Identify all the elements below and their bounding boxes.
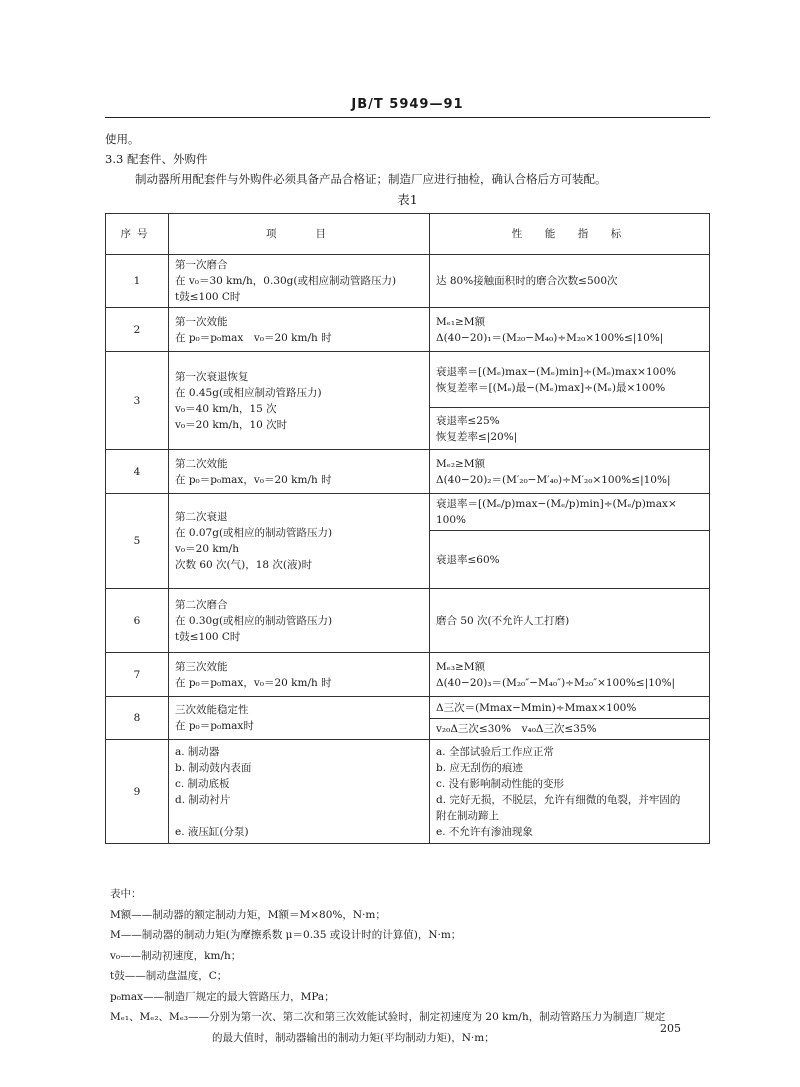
item-line: v₀＝20 km/h <box>175 543 239 555</box>
section-heading: 3.3 配套件、外购件 <box>105 152 208 166</box>
paragraph: 制动器所用配套件与外购件必须具备产品合格证；制造厂应进行抽检，确认合格后方可装配。 <box>135 172 607 186</box>
note-continuation: 的最大值时，制动器输出的制动力矩(平均制动力矩)，N·m； <box>212 1031 495 1044</box>
spec-line: c. 没有影响制动性能的变形 <box>436 777 565 790</box>
table-row <box>106 308 710 352</box>
item-line: 在 v₀＝30 km/h，0.30g(或相应制动管路压力) <box>175 275 397 287</box>
item-cell <box>169 352 430 450</box>
item-line: 第三次效能 <box>175 660 228 673</box>
table-row <box>106 589 710 653</box>
item-line: 三次效能稳定性 <box>175 704 249 716</box>
spec-cell <box>430 408 710 450</box>
item-line: e. 液压缸(分泵) <box>175 825 249 838</box>
spec-cell <box>430 308 710 352</box>
item-cell <box>169 653 430 697</box>
item-cell <box>169 494 430 589</box>
note-line: M额——制动器的额定制动力矩，M额＝M×80%，N·m； <box>110 908 386 921</box>
item-line: 在 0.07g(或相应的制动管路压力) <box>175 527 333 539</box>
spec-line: Mₑ₃≥M额 <box>436 660 486 673</box>
item-line: 在 0.30g(或相应的制动管路压力) <box>175 614 333 627</box>
item-line: 第二次效能 <box>175 457 228 470</box>
spec-line: 衰退率≤25% <box>436 414 500 427</box>
item-line: b. 制动鼓内表面 <box>175 761 252 774</box>
item-line: 第二次磨合 <box>175 598 228 611</box>
item-line: 在 p₀＝p₀max v₀＝20 km/h 时 <box>175 331 332 344</box>
item-line: 在 p₀＝p₀max时 <box>175 720 254 732</box>
table-row <box>106 450 710 494</box>
item-line: t鼓≤100 C时 <box>175 630 241 643</box>
spec-line: Δ(40−20)₃＝(M₂₀″−M₄₀″)÷M₂₀″×100%≤|10%| <box>436 676 676 689</box>
spec-line: 衰退率＝[(Mₑ)max−(Mₑ)min]÷(Mₑ)max×100% <box>436 365 676 378</box>
spec-line: d. 完好无损，不脱层，允许有细微的龟裂，并牢固的 <box>436 793 681 806</box>
note-line: t鼓——制动盘温度，C； <box>110 970 228 982</box>
table-row <box>106 494 710 531</box>
spec-cell <box>430 450 710 494</box>
item-line: v₀＝20 km/h，10 次时 <box>175 418 288 431</box>
row-number: 2 <box>106 308 169 352</box>
table-row <box>106 740 710 844</box>
spec-cell <box>430 352 710 408</box>
spec-line: v₂₀Δ三次≤30% v₄₀Δ三次≤35% <box>436 723 597 735</box>
spec-cell <box>430 255 710 308</box>
row-number: 5 <box>106 494 169 589</box>
header-spec: 性 能 指 标 <box>430 214 710 255</box>
table-caption: 表1 <box>397 192 418 207</box>
item-line: 第一次衰退恢复 <box>175 370 249 383</box>
item-line: t鼓≤100 C时 <box>175 291 241 303</box>
note-line: p₀max——制造厂规定的最大管路压力，MPa； <box>110 990 335 1003</box>
table-row <box>106 352 710 408</box>
row-number: 3 <box>106 352 169 450</box>
spec-line: b. 应无刮伤的痕迹 <box>436 761 523 774</box>
spec-line: 恢复差率＝[(Mₑ)最−(Mₑ)max]÷(Mₑ)最×100% <box>436 381 666 394</box>
item-cell <box>169 589 430 653</box>
spec-line: Δ三次＝(Mmax−Mmin)÷Mmax×100% <box>436 701 637 714</box>
item-line: 在 p₀＝p₀max，v₀＝20 km/h 时 <box>175 473 332 486</box>
spec-line: Δ(40−20)₁＝(M₂₀−M₄₀)÷M₂₀×100%≤|10%| <box>436 331 664 344</box>
item-cell <box>169 308 430 352</box>
spec-cell <box>430 653 710 697</box>
spec-table <box>105 213 710 844</box>
item-line: a. 制动器 <box>175 745 220 758</box>
spec-cell <box>430 589 710 653</box>
item-cell <box>169 697 430 740</box>
table-notes <box>110 884 665 1048</box>
item-line <box>175 808 423 824</box>
spec-line: 衰退率≤60% <box>436 553 500 566</box>
item-line: 次数 60 次(气)，18 次(液)时 <box>175 559 313 571</box>
spec-line: e. 不允许有渗油现象 <box>436 825 533 838</box>
row-number: 9 <box>106 740 169 844</box>
page-number: 205 <box>660 1022 681 1035</box>
notes-title: 表中： <box>110 888 142 900</box>
continued-text: 使用。 <box>105 132 140 146</box>
spec-line: 附在制动蹄上 <box>436 809 499 822</box>
item-cell <box>169 740 430 844</box>
spec-cell <box>430 697 710 719</box>
item-line: 第一次磨合 <box>175 259 228 271</box>
note-line: Mₑ₁、Mₑ₂、Mₑ₃——分别为第一次、第二次和第三次效能试验时，制定初速度为 20 km/h，制动管路压力为制造厂规定 <box>110 1011 666 1023</box>
item-cell <box>169 450 430 494</box>
item-line: 在 0.45g(或相应制动管路压力) <box>175 386 322 399</box>
header-rule <box>105 117 710 118</box>
item-line: c. 制动底板 <box>175 777 230 790</box>
item-line: v₀＝40 km/h，15 次 <box>175 402 277 415</box>
page-header: JB/T 5949—91 <box>351 97 464 112</box>
table-row <box>106 653 710 697</box>
spec-line: Δ(40−20)₂＝(M′₂₀−M′₄₀)÷M′₂₀×100%≤|10%| <box>436 473 671 486</box>
spec-line: 恢复差率≤|20%| <box>436 430 518 443</box>
spec-cell <box>430 740 710 844</box>
spec-line: 达 80%接触面积时的磨合次数≤500次 <box>436 275 618 287</box>
row-number: 1 <box>106 255 169 308</box>
spec-line: a. 全部试验后工作应正常 <box>436 745 554 758</box>
note-line: M——制动器的制动力矩(为摩擦系数 μ＝0.35 或设计时的计算值)，N·m； <box>110 929 462 941</box>
spec-line: Mₑ₁≥M额 <box>436 315 486 328</box>
item-line: 在 p₀＝p₀max，v₀＝20 km/h 时 <box>175 676 332 689</box>
spec-line: Mₑ₂≥M额 <box>436 457 486 470</box>
item-line: 第一次效能 <box>175 315 228 328</box>
spec-line: 100% <box>436 514 467 526</box>
item-cell <box>169 255 430 308</box>
spec-cell <box>430 494 710 531</box>
spec-cell <box>430 531 710 589</box>
spec-line: 衰退率＝[(Mₑ/p)max−(Mₑ/p)min]÷(Mₑ/p)max× <box>436 498 677 510</box>
header-item: 项 目 <box>169 214 430 255</box>
table-row <box>106 697 710 719</box>
table-row <box>106 255 710 308</box>
row-number: 8 <box>106 697 169 740</box>
note-line: v₀——制动初速度，km/h； <box>110 949 242 962</box>
item-line: 第二次衰退 <box>175 511 228 523</box>
table-header-row <box>106 214 710 255</box>
row-number: 6 <box>106 589 169 653</box>
spec-line: 磨合 50 次(不允许人工打磨) <box>436 614 570 627</box>
item-line: d. 制动衬片 <box>175 793 231 806</box>
row-number: 7 <box>106 653 169 697</box>
spec-cell <box>430 719 710 740</box>
row-number: 4 <box>106 450 169 494</box>
header-no: 序号 <box>106 214 169 255</box>
